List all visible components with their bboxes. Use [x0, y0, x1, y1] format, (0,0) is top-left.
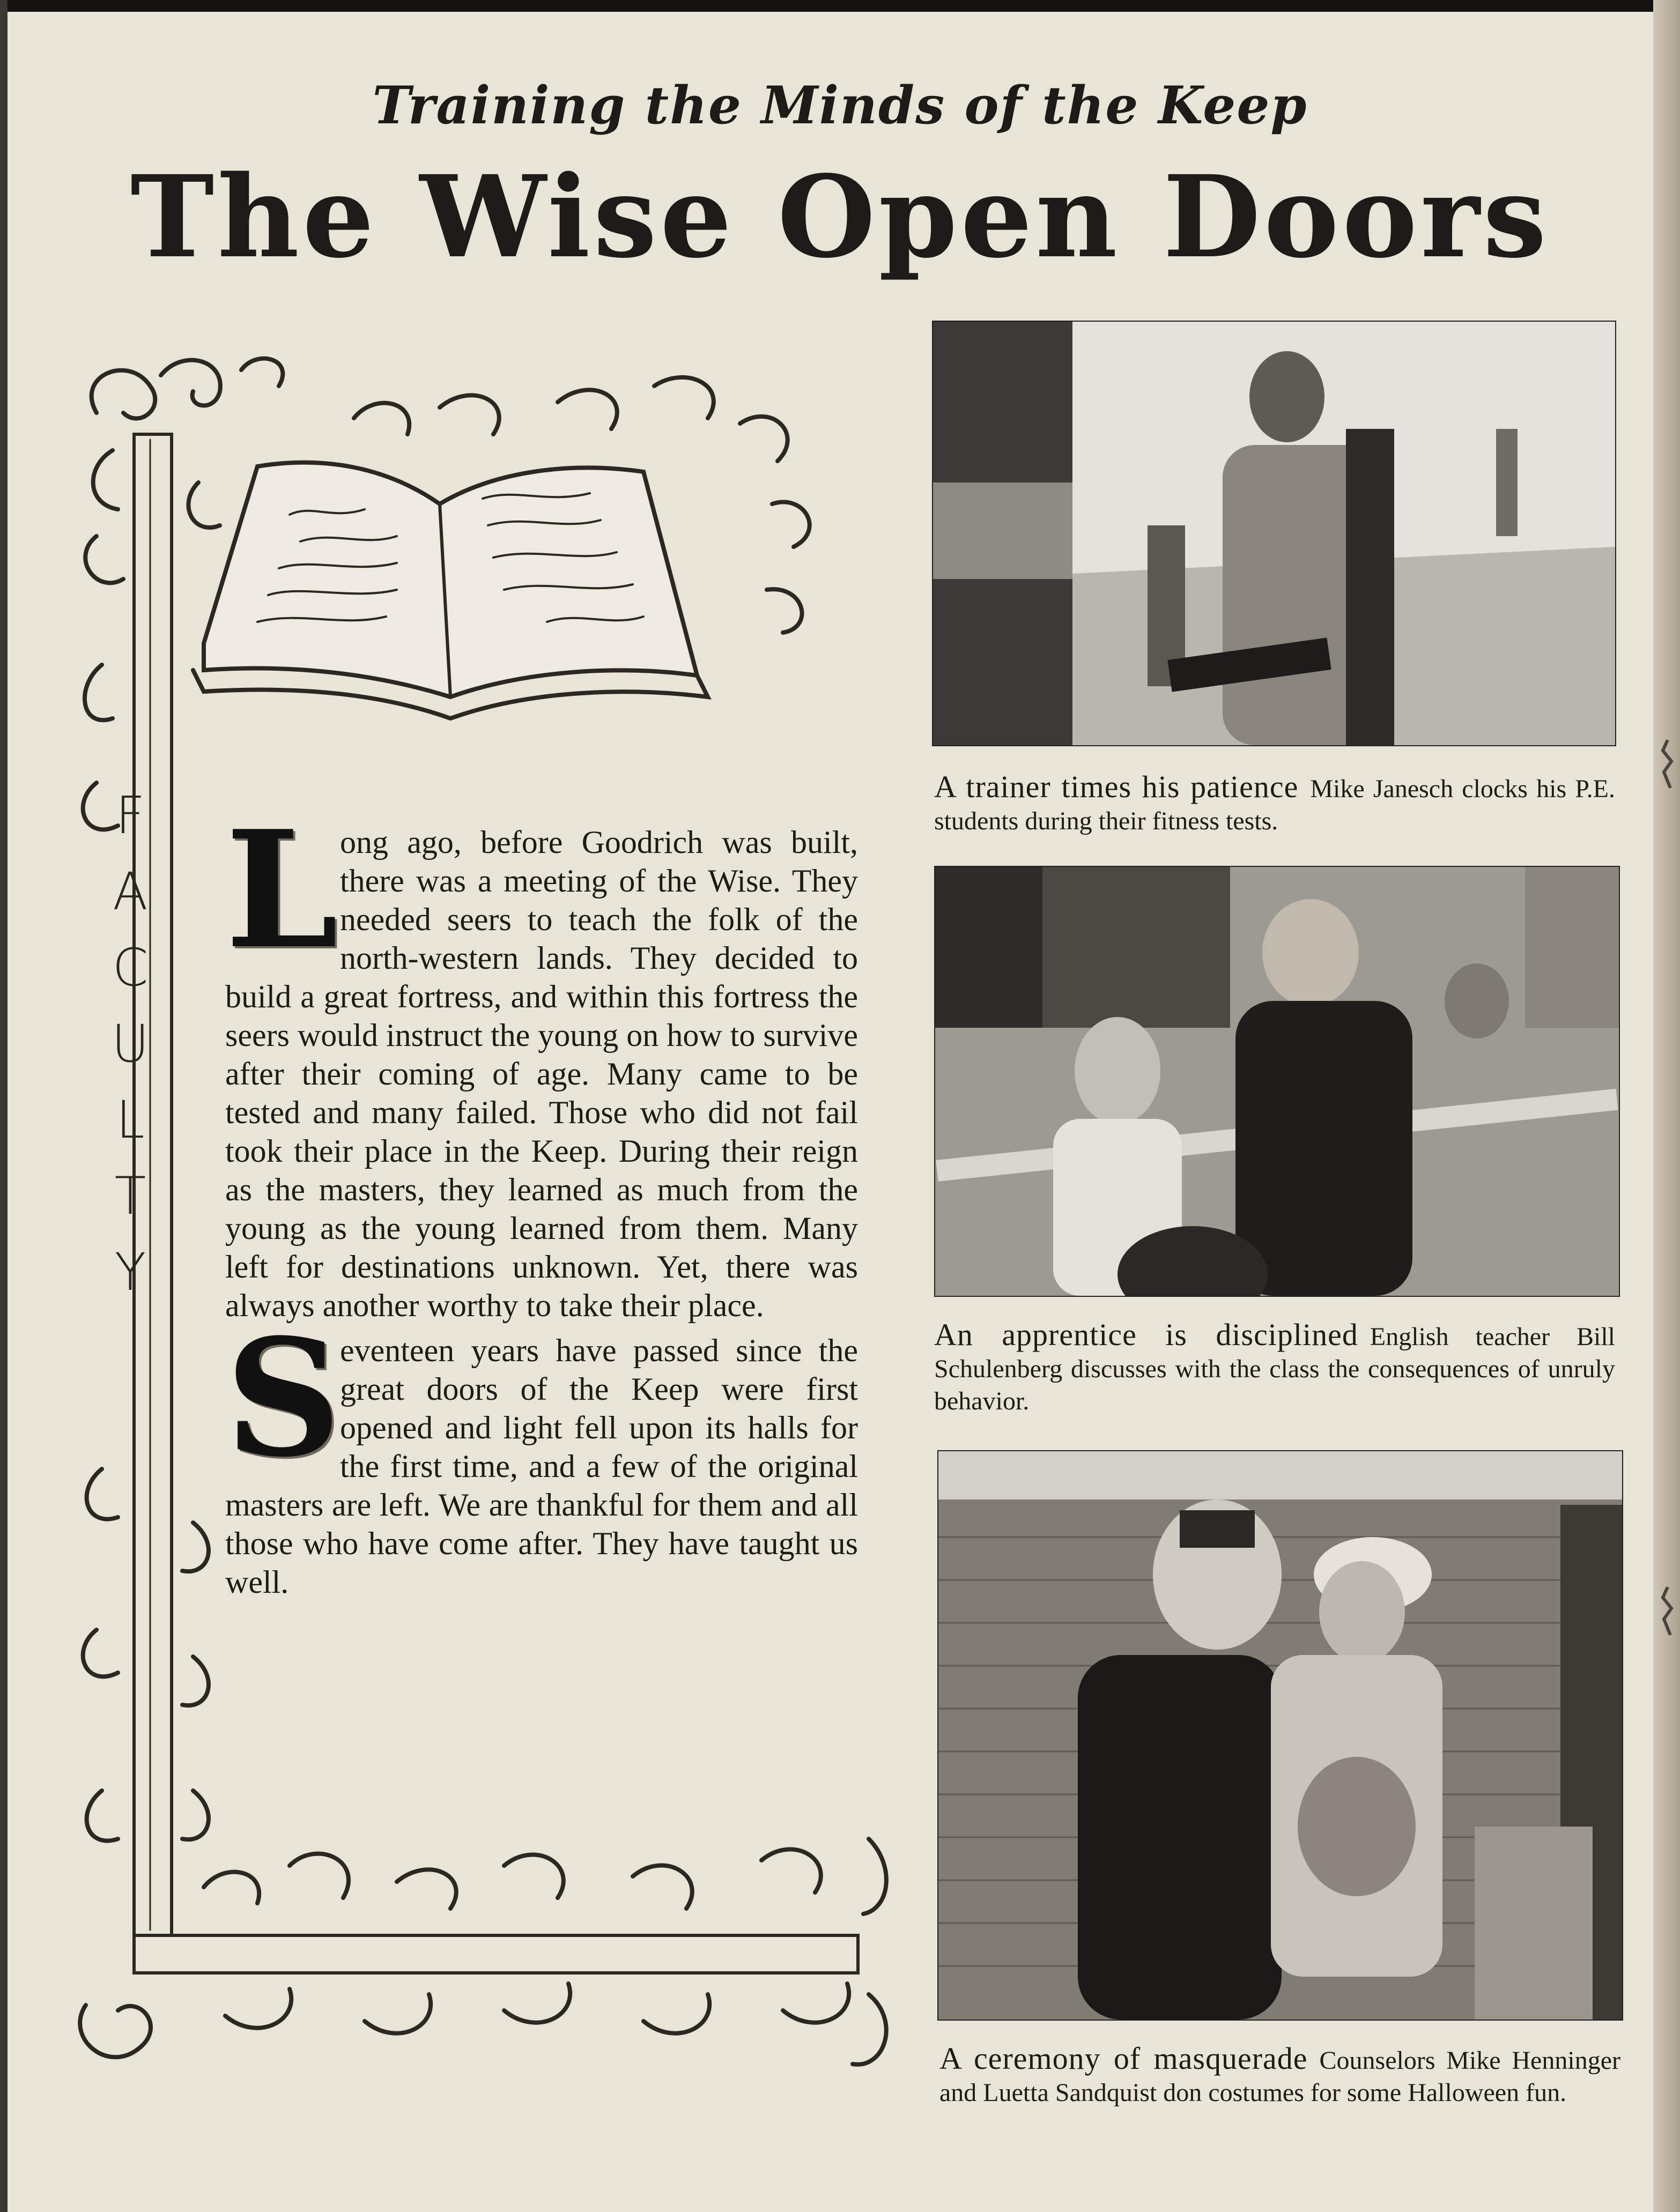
page-kicker: Training the Minds of the Keep — [372, 75, 1308, 136]
photo-trainer-gym — [932, 321, 1616, 746]
caption-trainer — [934, 771, 1615, 837]
faculty-letter: A — [113, 862, 148, 922]
paragraph-2-text: eventeen years have passed since the great doors of the Keep were first opened and light fell upon its halls for the first time, and a few of the original masters are left. We are thankful for them and all those who have come after. They have taught us well. — [225, 1333, 858, 1600]
photo-masquerade — [937, 1450, 1623, 2021]
caption-masquerade-head: A ceremony of masquerade — [939, 2041, 1308, 2076]
faculty-letter: F — [115, 785, 145, 845]
photo-classroom — [934, 866, 1620, 1297]
scan-top-edge — [0, 0, 1680, 12]
faculty-letter: Y — [114, 1242, 146, 1302]
staple-icon — [1661, 740, 1675, 788]
article-paragraph-2 — [225, 1303, 858, 1601]
page-title: The Wise Open Doors — [130, 151, 1550, 283]
article-paragraph-1 — [225, 795, 858, 1325]
drop-cap-l: L — [225, 795, 338, 984]
caption-classroom-head: An apprentice is disciplined — [934, 1317, 1358, 1352]
faculty-letter: U — [111, 1014, 150, 1074]
caption-masquerade — [939, 2043, 1620, 2109]
caption-classroom-body: English teacher Bill Schulenberg discusses with the class the consequences of unruly behavior. — [934, 1323, 1616, 1415]
scan-left-edge — [0, 0, 8, 2212]
caption-trainer-body: Mike Janesch clocks his P.E. students during their fitness tests. — [934, 775, 1615, 835]
faculty-letter: L — [116, 1090, 145, 1150]
caption-classroom — [934, 1319, 1615, 1417]
paragraph-1-text: ong ago, before Goodrich was built, there was a meeting of the Wise. They needed seers to teach the folk of the north-western lands. They decided to build a great fortress, and within this fortress the seers would instruct the young on how to survive after their coming of age. Many came to be tested and many failed. Those who did not fail took their place in the Keep. During their reign as the masters, they learned as much from the young as the young learned from them. Many left for destinations unknown. Yet, there was always another worthy to take their place. — [225, 825, 858, 1323]
page-binding-edge — [1653, 0, 1680, 2212]
caption-trainer-head: A trainer times his patience — [934, 769, 1299, 804]
staple-icon — [1661, 1587, 1675, 1635]
faculty-letter: C — [112, 938, 149, 998]
faculty-letter: T — [114, 1166, 146, 1226]
faculty-vertical-label — [101, 777, 160, 1310]
drop-cap-s: S — [225, 1303, 342, 1493]
article-body — [225, 795, 858, 1608]
caption-masquerade-body: Counselors Mike Henninger and Luetta Sandquist don costumes for some Halloween fun. — [939, 2046, 1620, 2107]
